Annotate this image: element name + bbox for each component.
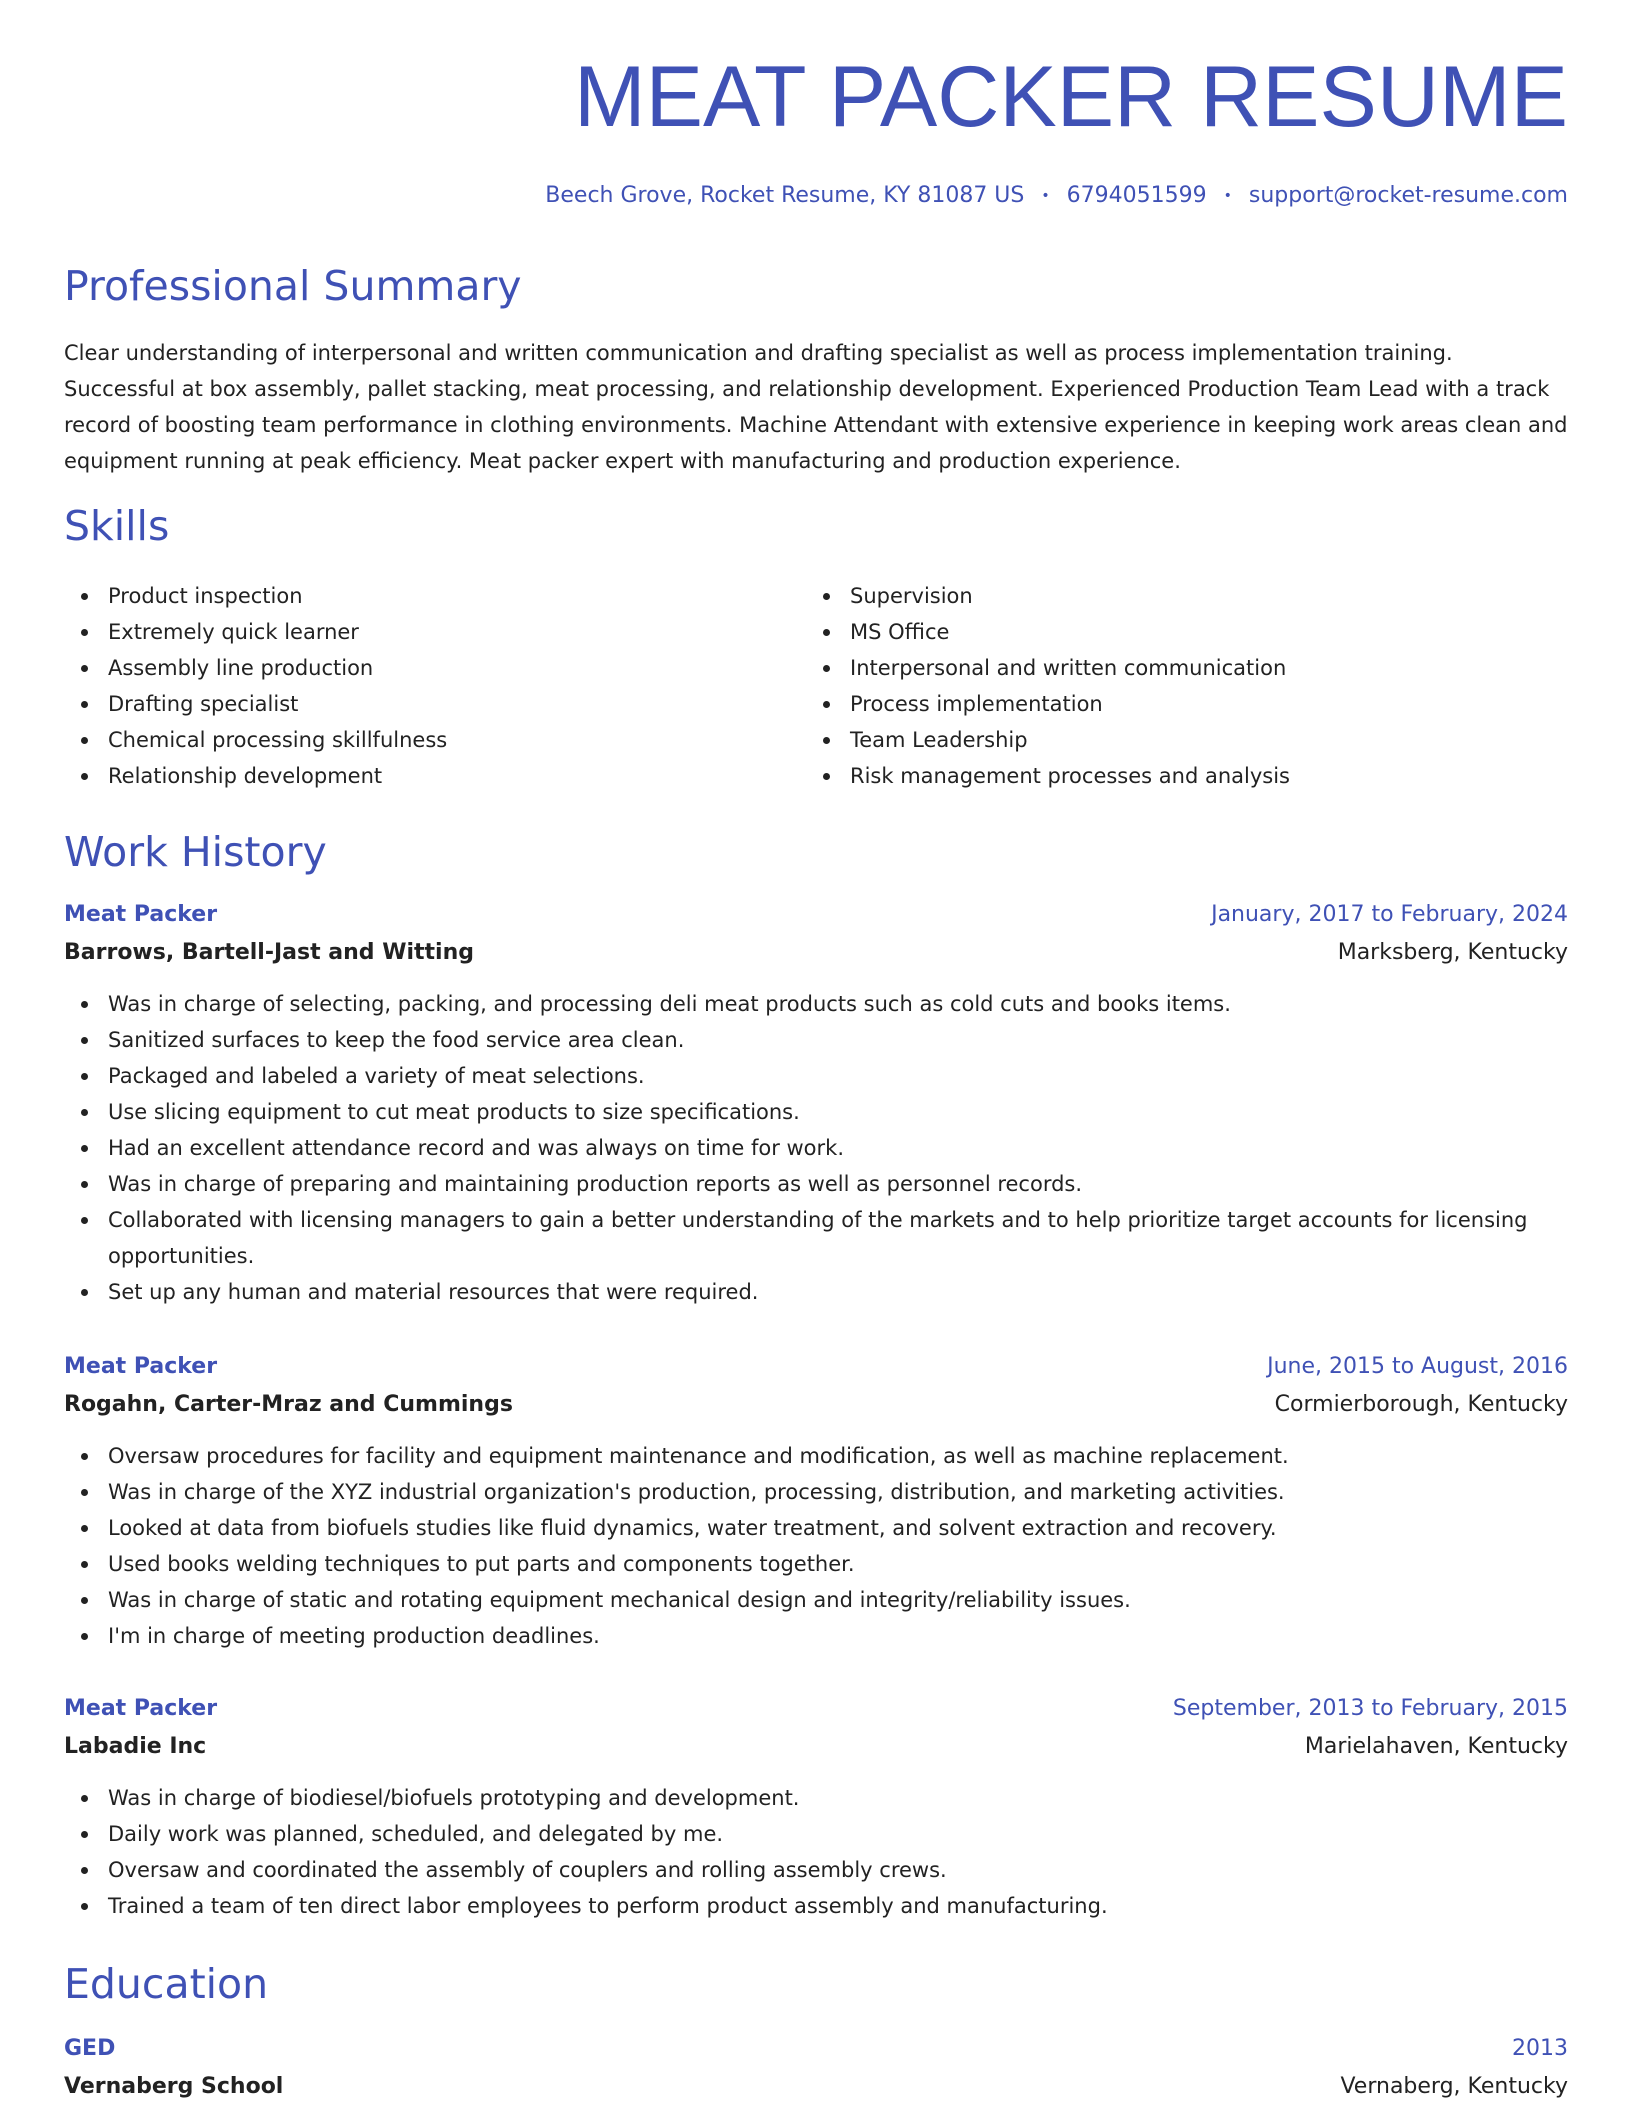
job-entry: [64, 1690, 1568, 1924]
skill-item: Extremely quick learner: [64, 614, 447, 650]
skill-item: Risk management processes and analysis: [806, 758, 1290, 794]
contact-email[interactable]: support@rocket-resume.com: [1248, 183, 1568, 208]
duty-item: Daily work was planned, scheduled, and delegated by me.: [64, 1816, 1568, 1852]
job-role: Meat Packer: [64, 1696, 218, 1721]
skills-list-right: [806, 578, 1290, 794]
education-heading: Education: [64, 1960, 269, 2008]
duty-item: Used books welding techniques to put parts and components together.: [64, 1546, 1568, 1582]
job-entry: [64, 1348, 1568, 1654]
duty-item: Was in charge of static and rotating equipment mechanical design and integrity/reliability issues.: [64, 1582, 1568, 1618]
resume-title: MEAT PACKER RESUME: [574, 49, 1568, 145]
skill-item: Assembly line production: [64, 650, 447, 686]
job-dates: June, 2015 to August, 2016: [1267, 1354, 1568, 1379]
job-role: Meat Packer: [64, 1354, 218, 1379]
duty-item: Trained a team of ten direct labor employees to perform product assembly and manufacturing.: [64, 1888, 1568, 1924]
skill-item: Relationship development: [64, 758, 447, 794]
job-dates: January, 2017 to February, 2024: [1211, 902, 1568, 927]
duty-item: Was in charge of preparing and maintaining production reports as well as personnel records.: [64, 1166, 1568, 1202]
duty-item: Sanitized surfaces to keep the food service area clean.: [64, 1022, 1568, 1058]
education-location: Vernaberg, Kentucky: [1340, 2074, 1568, 2099]
skill-item: Drafting specialist: [64, 686, 447, 722]
duty-item: Was in charge of the XYZ industrial organization's production, processing, distribution, and marketing activities.: [64, 1474, 1568, 1510]
duty-item: Was in charge of selecting, packing, and processing deli meat products such as cold cuts and books items.: [64, 986, 1568, 1022]
duty-item: Oversaw procedures for facility and equipment maintenance and modification, as well as machine replacement.: [64, 1438, 1568, 1474]
duty-item: Set up any human and material resources that were required.: [64, 1274, 1568, 1310]
skill-item: Supervision: [806, 578, 1290, 614]
skill-item: MS Office: [806, 614, 1290, 650]
job-entry: [64, 896, 1568, 1310]
education-degree: GED: [64, 2036, 116, 2061]
skill-item: Interpersonal and written communication: [806, 650, 1290, 686]
job-company: Barrows, Bartell-Jast and Witting: [64, 940, 474, 965]
skills-list-left: [64, 578, 447, 794]
duty-item: Oversaw and coordinated the assembly of couplers and rolling assembly crews.: [64, 1852, 1568, 1888]
job-company: Labadie Inc: [64, 1734, 207, 1759]
job-company: Rogahn, Carter-Mraz and Cummings: [64, 1392, 513, 1417]
contact-phone: 6794051599: [1066, 183, 1207, 208]
duty-item: Had an excellent attendance record and was always on time for work.: [64, 1130, 1568, 1166]
job-role: Meat Packer: [64, 902, 218, 927]
contact-address: Beech Grove, Rocket Resume, KY 81087 US: [545, 183, 1025, 208]
duty-item: Collaborated with licensing managers to gain a better understanding of the markets and to help prioritize target accounts for licensing opportunities.: [64, 1202, 1568, 1274]
duty-item: I'm in charge of meeting production deadlines.: [64, 1618, 1568, 1654]
education-school: Vernaberg School: [64, 2074, 284, 2099]
duty-item: Was in charge of biodiesel/biofuels prototyping and development.: [64, 1780, 1568, 1816]
skill-item: Process implementation: [806, 686, 1290, 722]
job-duties: [64, 986, 1568, 1310]
job-dates: September, 2013 to February, 2015: [1172, 1696, 1568, 1721]
job-location: Marielahaven, Kentucky: [1304, 1734, 1568, 1759]
job-location: Marksberg, Kentucky: [1337, 940, 1568, 965]
contact-line: [545, 183, 1568, 208]
education-year: 2013: [1512, 2036, 1568, 2061]
summary-heading: Professional Summary: [64, 262, 522, 310]
separator-dot: •: [1041, 188, 1050, 204]
skill-item: Chemical processing skillfulness: [64, 722, 447, 758]
skill-item: Team Leadership: [806, 722, 1290, 758]
duty-item: Packaged and labeled a variety of meat selections.: [64, 1058, 1568, 1094]
job-location: Cormierborough, Kentucky: [1274, 1392, 1568, 1417]
separator-dot: •: [1223, 188, 1232, 204]
education-entry: [64, 2030, 1568, 2106]
job-duties: [64, 1780, 1568, 1924]
duty-item: Looked at data from biofuels studies like fluid dynamics, water treatment, and solvent extraction and recovery.: [64, 1510, 1568, 1546]
work-history-heading: Work History: [64, 828, 327, 876]
duty-item: Use slicing equipment to cut meat products to size specifications.: [64, 1094, 1568, 1130]
skill-item: Product inspection: [64, 578, 447, 614]
summary-text: Clear understanding of interpersonal and written communication and drafting specialist as well as process implementation training. Successful at box assembly, pallet stacking, meat processing, and relationship development. Experienced Production Team Lead with a track record of boosting team performance in clothing environments. Machine Attendant with extensive experience in keeping work areas clean and equipment running at peak efficiency. Meat packer expert with manufacturing and production experience.: [64, 341, 1568, 473]
skills-heading: Skills: [64, 502, 170, 550]
job-duties: [64, 1438, 1568, 1654]
